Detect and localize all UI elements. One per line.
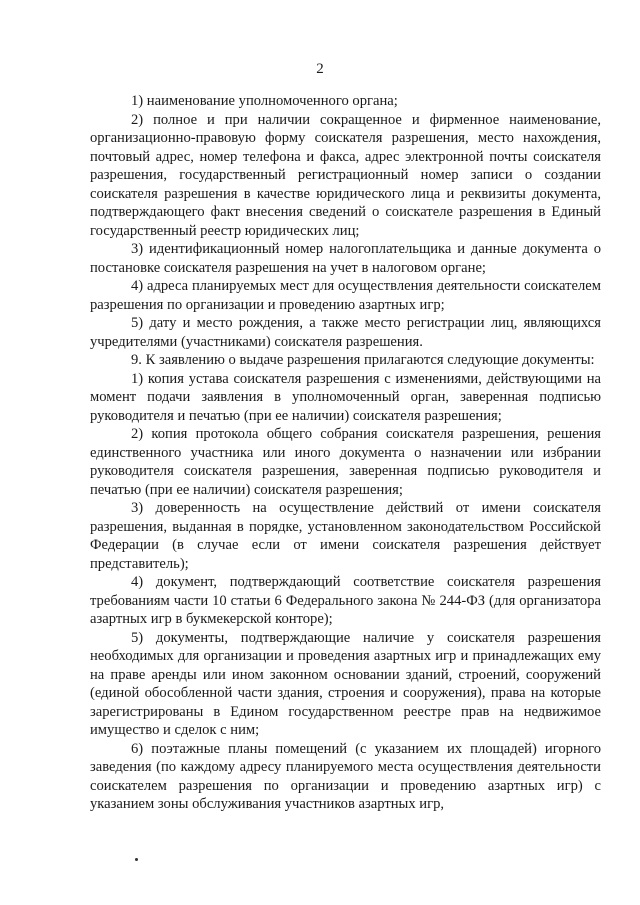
paragraph-item-5-founders: 5) дату и место рождения, а также место регистрации лиц, являющихся учредителями (участниками) соискателя разрешения. [90,315,601,350]
paragraph-doc-3-power-of-attorney: 3) доверенность на осуществление действий от имени соискателя разрешения, выданная в порядке, установленном законодательством Российской Федерации (в случае если от имени соискателя разрешения действует представитель); [90,500,601,572]
paragraph-doc-2-protocol-copy: 2) копия протокола общего собрания соискателя разрешения, решения единственного участника или иного документа о назначении или избрании руководителя соискателя разрешения, заверенная подписью руководителя и печатью (при ее наличии) соискателя разрешения; [90,426,601,498]
paragraph-doc-4-compliance: 4) документ, подтверждающий соответствие соискателя разрешения требованиям части 10 статьи 6 Федерального закона № 244-ФЗ (для организатора азартных игр в букмекерской конторе); [90,574,601,627]
paragraph-doc-5-premises: 5) документы, подтверждающие наличие у соискателя разрешения необходимых для организации и проведения азартных игр и принадлежащих ему на праве аренды или ином законном основании зданий, строений, сооружений (единой обособленной части здания, строения и сооружения), права на которые зарегистрированы в Едином государственном реестре прав на недвижимое имущество и сделок с ним; [90,629,601,738]
paragraph-doc-6-floor-plans: 6) поэтажные планы помещений (с указанием их площадей) игорного заведения (по каждому адресу планируемого места осуществления деятельности соискателем разрешения по организации и проведению азартных игр) с указанием зоны обслуживания участников азартных игр, [90,740,601,812]
paragraph-item-2-applicant-name: 2) полное и при наличии сокращенное и фирменное наименование, организационно-правовую форму соискателя разрешения, место нахождения, почтовый адрес, номер телефона и факса, адрес электронной почты соискателя разрешения, государственный регистрационный номер записи о создании соискателя разрешения в качестве юридического лица и реквизиты документа, подтверждающего факт внесения сведений о соискателе разрешения в Единый государственный реестр юридических лиц; [90,111,601,239]
page-number: 2 [316,61,324,77]
scan-speck [135,858,138,861]
paragraph-item-3-inn: 3) идентификационный номер налогоплательщика и данные документа о постановке соискателя разрешения на учет в налоговом органе; [90,241,601,276]
paragraph-section-9-heading: 9. К заявлению о выдаче разрешения прилагаются следующие документы: [131,352,595,368]
paragraph-item-1-organ-name: 1) наименование уполномоченного органа; [131,93,398,109]
paragraph-doc-1-charter-copy: 1) копия устава соискателя разрешения с изменениями, действующими на момент подачи заявления в уполномоченный орган, заверенная подписью руководителя и печатью (при ее наличии) соискателя разрешения; [90,370,601,424]
document-body [90,92,601,814]
paragraph-item-4-addresses: 4) адреса планируемых мест для осуществления деятельности соискателем разрешения по организации и проведению азартных игр; [90,278,601,313]
